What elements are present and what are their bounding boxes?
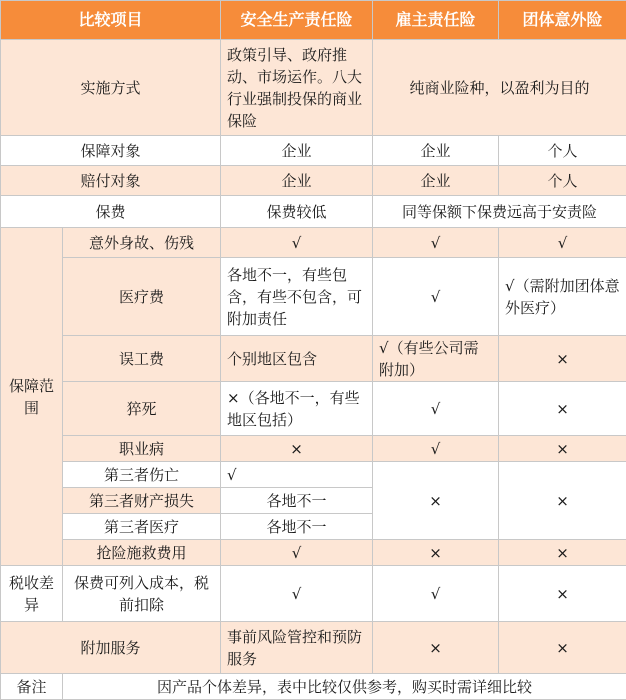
cell: ×	[499, 622, 626, 674]
row-note	[1, 674, 626, 700]
row-label: 医疗费	[63, 258, 221, 336]
cell: ×	[373, 622, 499, 674]
row-label: 第三者财产损失	[63, 488, 221, 514]
note-label: 备注	[1, 674, 63, 700]
cell: √	[221, 228, 373, 258]
cell: ×	[499, 540, 626, 566]
scope-group-label: 保障范围	[1, 228, 63, 566]
cell: √	[373, 382, 499, 436]
cell: √	[373, 228, 499, 258]
row-label: 猝死	[63, 382, 221, 436]
row-label: 第三者伤亡	[63, 462, 221, 488]
row-scope-rescue	[1, 540, 626, 566]
cell: √	[373, 566, 499, 622]
cell: √	[221, 540, 373, 566]
row-label: 保费可列入成本，税前扣除	[63, 566, 221, 622]
cell: 各地不一	[221, 514, 373, 540]
row-label: 附加服务	[1, 622, 221, 674]
cell: √	[221, 566, 373, 622]
cell: 保费较低	[221, 196, 373, 228]
cell: √	[221, 462, 373, 488]
tax-group-label: 税收差异	[1, 566, 63, 622]
row-label: 抢险施救费用	[63, 540, 221, 566]
cell: √	[373, 436, 499, 462]
cell: 事前风险管控和预防服务	[221, 622, 373, 674]
cell: 各地不一，有些包含，有些不包含，可附加责任	[221, 258, 373, 336]
cell: ×（各地不一，有些地区包括）	[221, 382, 373, 436]
cell: 企业	[373, 166, 499, 196]
cell: 企业	[221, 166, 373, 196]
row-label: 保障对象	[1, 136, 221, 166]
row-label: 误工费	[63, 336, 221, 382]
row-tax	[1, 566, 626, 622]
row-target	[1, 136, 626, 166]
row-scope-occupational	[1, 436, 626, 462]
row-label: 意外身故、伤残	[63, 228, 221, 258]
row-payee	[1, 166, 626, 196]
cell: ×	[373, 540, 499, 566]
cell: 个别地区包含	[221, 336, 373, 382]
cell: ×	[221, 436, 373, 462]
cell: 企业	[221, 136, 373, 166]
row-scope-sudden-death	[1, 382, 626, 436]
cell: ×	[499, 382, 626, 436]
cell: ×	[373, 462, 499, 540]
row-label: 赔付对象	[1, 166, 221, 196]
row-scope-medical	[1, 258, 626, 336]
row-label: 实施方式	[1, 40, 221, 136]
cell: √	[373, 258, 499, 336]
row-scope-third-death	[1, 462, 626, 488]
row-implementation	[1, 40, 626, 136]
cell: 政策引导、政府推动、市场运作。八大行业强制投保的商业保险	[221, 40, 373, 136]
cell: √（需附加团体意外医疗）	[499, 258, 626, 336]
cell: ×	[499, 336, 626, 382]
header-item: 比较项目	[1, 1, 221, 40]
header-row	[1, 1, 626, 40]
row-service	[1, 622, 626, 674]
cell: 纯商业险种，以盈利为目的	[373, 40, 626, 136]
cell: 个人	[499, 166, 626, 196]
cell: 个人	[499, 136, 626, 166]
cell: ×	[499, 462, 626, 540]
header-safety-liability: 安全生产责任险	[221, 1, 373, 40]
cell: ×	[499, 566, 626, 622]
row-scope-lost-work	[1, 336, 626, 382]
cell: √（有些公司需附加）	[373, 336, 499, 382]
cell: 企业	[373, 136, 499, 166]
header-employer-liability: 雇主责任险	[373, 1, 499, 40]
cell: 同等保额下保费远高于安责险	[373, 196, 626, 228]
cell: ×	[499, 436, 626, 462]
row-label: 保费	[1, 196, 221, 228]
row-label: 职业病	[63, 436, 221, 462]
row-label: 第三者医疗	[63, 514, 221, 540]
row-scope-accident	[1, 228, 626, 258]
row-premium	[1, 196, 626, 228]
header-group-accident: 团体意外险	[499, 1, 626, 40]
cell: 各地不一	[221, 488, 373, 514]
cell: √	[499, 228, 626, 258]
note-text: 因产品个体差异，表中比较仅供参考，购买时需详细比较	[63, 674, 626, 700]
